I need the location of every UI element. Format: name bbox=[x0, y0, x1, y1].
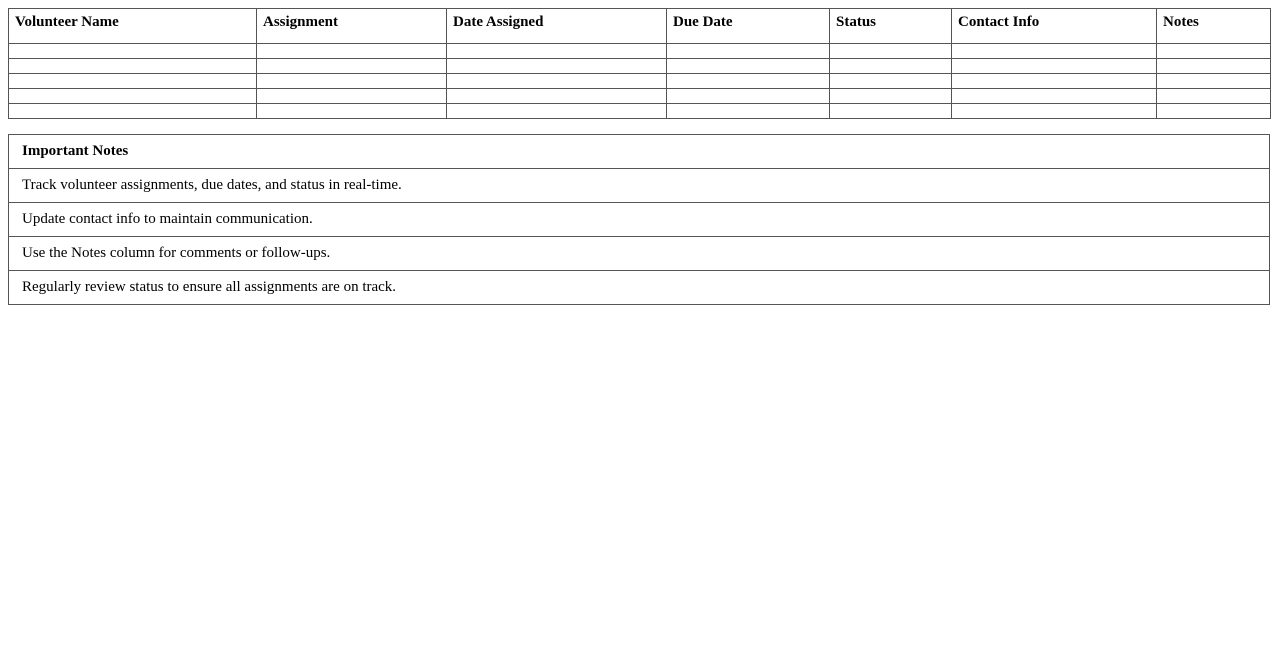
cell-volunteer-name[interactable] bbox=[9, 59, 257, 74]
cell-notes[interactable] bbox=[1157, 74, 1271, 89]
notes-header-label: Important Notes bbox=[9, 135, 1270, 169]
cell-contact-info[interactable] bbox=[952, 74, 1157, 89]
cell-volunteer-name[interactable] bbox=[9, 44, 257, 59]
important-notes-table bbox=[8, 134, 1270, 305]
column-header-status: Status bbox=[830, 9, 952, 44]
cell-notes[interactable] bbox=[1157, 59, 1271, 74]
column-header-notes: Notes bbox=[1157, 9, 1271, 44]
cell-contact-info[interactable] bbox=[952, 59, 1157, 74]
cell-due-date[interactable] bbox=[667, 74, 830, 89]
table-row[interactable] bbox=[9, 89, 1271, 104]
column-header-due-date: Due Date bbox=[667, 9, 830, 44]
cell-notes[interactable] bbox=[1157, 44, 1271, 59]
cell-due-date[interactable] bbox=[667, 89, 830, 104]
column-header-assignment: Assignment bbox=[257, 9, 447, 44]
cell-date-assigned[interactable] bbox=[447, 44, 667, 59]
cell-assignment[interactable] bbox=[257, 44, 447, 59]
cell-notes[interactable] bbox=[1157, 89, 1271, 104]
cell-notes[interactable] bbox=[1157, 104, 1271, 119]
cell-volunteer-name[interactable] bbox=[9, 74, 257, 89]
note-item: Track volunteer assignments, due dates, and status in real-time. bbox=[9, 169, 1270, 203]
notes-row bbox=[9, 271, 1270, 305]
table-spacer bbox=[8, 119, 1270, 134]
cell-date-assigned[interactable] bbox=[447, 74, 667, 89]
note-item: Use the Notes column for comments or follow-ups. bbox=[9, 237, 1270, 271]
volunteer-assignment-table bbox=[8, 8, 1271, 119]
cell-assignment[interactable] bbox=[257, 104, 447, 119]
cell-status[interactable] bbox=[830, 59, 952, 74]
column-header-contact-info: Contact Info bbox=[952, 9, 1157, 44]
column-header-date-assigned: Date Assigned bbox=[447, 9, 667, 44]
column-header-volunteer-name: Volunteer Name bbox=[9, 9, 257, 44]
cell-due-date[interactable] bbox=[667, 44, 830, 59]
cell-assignment[interactable] bbox=[257, 89, 447, 104]
table-row[interactable] bbox=[9, 104, 1271, 119]
cell-contact-info[interactable] bbox=[952, 89, 1157, 104]
cell-volunteer-name[interactable] bbox=[9, 104, 257, 119]
cell-contact-info[interactable] bbox=[952, 44, 1157, 59]
cell-date-assigned[interactable] bbox=[447, 89, 667, 104]
notes-row bbox=[9, 169, 1270, 203]
cell-status[interactable] bbox=[830, 44, 952, 59]
table-row[interactable] bbox=[9, 74, 1271, 89]
cell-assignment[interactable] bbox=[257, 59, 447, 74]
cell-assignment[interactable] bbox=[257, 74, 447, 89]
notes-row bbox=[9, 237, 1270, 271]
cell-due-date[interactable] bbox=[667, 59, 830, 74]
cell-contact-info[interactable] bbox=[952, 104, 1157, 119]
table-row[interactable] bbox=[9, 59, 1271, 74]
cell-status[interactable] bbox=[830, 74, 952, 89]
cell-date-assigned[interactable] bbox=[447, 104, 667, 119]
cell-due-date[interactable] bbox=[667, 104, 830, 119]
cell-date-assigned[interactable] bbox=[447, 59, 667, 74]
note-item: Update contact info to maintain communication. bbox=[9, 203, 1270, 237]
table-header-row bbox=[9, 9, 1271, 44]
notes-header-row bbox=[9, 135, 1270, 169]
cell-status[interactable] bbox=[830, 89, 952, 104]
cell-volunteer-name[interactable] bbox=[9, 89, 257, 104]
note-item: Regularly review status to ensure all assignments are on track. bbox=[9, 271, 1270, 305]
cell-status[interactable] bbox=[830, 104, 952, 119]
table-row[interactable] bbox=[9, 44, 1271, 59]
notes-row bbox=[9, 203, 1270, 237]
